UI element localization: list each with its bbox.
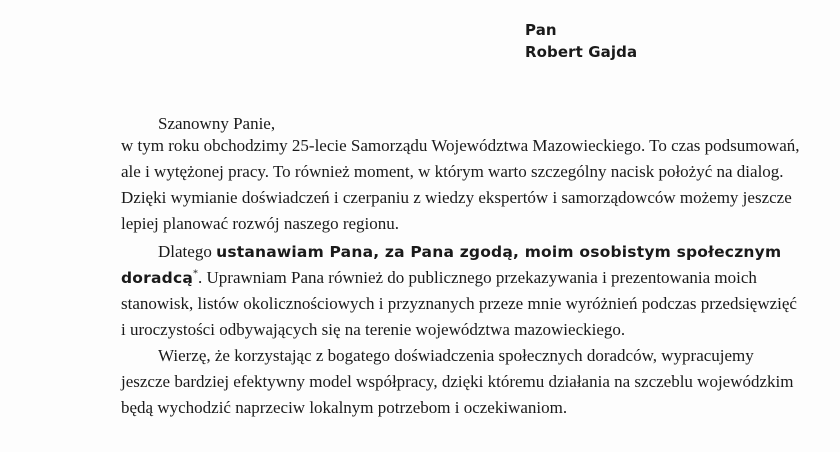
paragraph-3-line-2: jeszcze bardziej efektywny model współpracy, dzięki któremu działania na szczeblu wojewódzkim	[121, 372, 794, 391]
paragraph-2-line-3: stanowisk, listów okolicznościowych i przyznanych przeze mnie wyróżnień podczas przedsięwzięć	[121, 294, 797, 313]
paragraph-2-rest: . Uprawniam Pana również do publicznego przekazywania i prezentowania moich	[198, 268, 757, 287]
paragraph-3-line-1: Wierzę, że korzystając z bogatego doświadczenia społecznych doradców, wypracujemy	[158, 346, 754, 365]
recipient-name: Robert Gajda	[525, 43, 638, 61]
paragraph-2-line-1	[158, 242, 781, 262]
paragraph-2-emphasis-end: doradcą	[121, 269, 193, 287]
recipient-block	[525, 19, 637, 63]
salutation: Szanowny Panie,	[158, 114, 276, 133]
paragraph-2-intro: Dlatego	[158, 242, 217, 261]
paragraph-1-line-4: lepiej planować rozwój naszego regionu.	[121, 214, 400, 233]
paragraph-2-line-2	[121, 268, 757, 288]
footnote-mark: *	[193, 268, 198, 280]
paragraph-3-line-3: będą wychodzić naprzeciw lokalnym potrzebom i oczekiwaniom.	[121, 398, 568, 417]
paragraph-1-line-2: ale i wytężonej pracy. To również moment, w którym warto szczególny nacisk położyć na dialog.	[121, 162, 784, 181]
paragraph-2-line-4: i uroczystości odbywających się na terenie województwa mazowieckiego.	[121, 320, 626, 339]
paragraph-1-line-1: w tym roku obchodzimy 25-lecie Samorządu Województwa Mazowieckiego. To czas podsumowań,	[121, 136, 800, 155]
paragraph-1-line-3: Dzięki wymianie doświadczeń i czerpaniu z wiedzy ekspertów i samorządowców możemy jeszcze	[121, 188, 792, 207]
recipient-title: Pan	[525, 21, 557, 39]
paragraph-2-emphasis: ustanawiam Pana, za Pana zgodą, moim osobistym społecznym	[216, 243, 782, 261]
